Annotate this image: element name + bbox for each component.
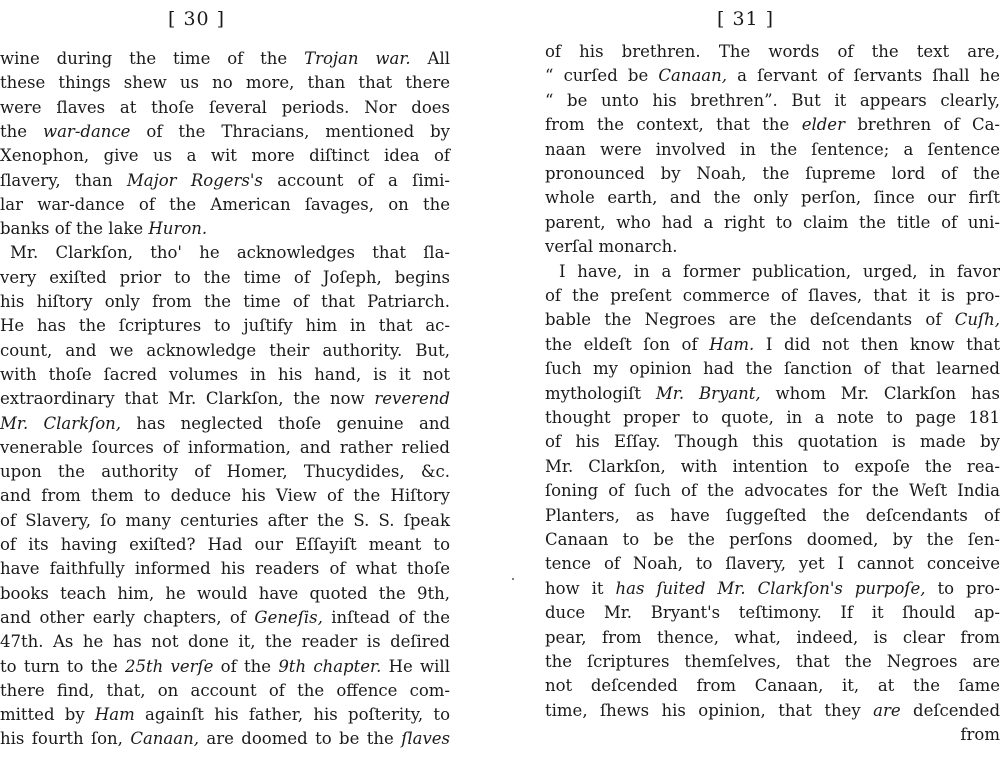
text-line: [545, 140, 1000, 162]
text-line: [0, 414, 450, 436]
italic-run: Ham.: [709, 334, 755, 354]
text-run: account of a ſimi-: [262, 170, 450, 190]
text-line: [0, 438, 450, 460]
text-run: time, ſhews his opinion, that they: [545, 700, 874, 720]
text-line: [545, 554, 1000, 576]
text-run: duce Mr. Bryant's teſtimony. If it ſhould ap-: [545, 603, 1000, 623]
text-line: [0, 268, 450, 290]
text-line: [0, 608, 450, 630]
text-run: these things shew us no more, than that there: [0, 73, 450, 93]
text-line: [0, 511, 450, 533]
text-run: from: [960, 725, 1000, 745]
italic-run: reverend: [374, 389, 450, 409]
italic-run: Mr. Clarkſon,: [0, 413, 122, 433]
text-line: [0, 657, 450, 679]
text-line: [0, 341, 450, 363]
text-line: [545, 359, 1000, 381]
text-run: mitted by: [0, 705, 95, 725]
text-line: [545, 335, 1000, 357]
text-run: books teach him, he would have quoted the 9th,: [0, 583, 450, 603]
text-run: have faithfully informed his readers of what thoſe: [0, 559, 450, 579]
italic-run: Major Rogers's: [126, 170, 263, 190]
text-run: Canaan to be the perſons doomed, by the ſen-: [545, 530, 1000, 549]
italic-run: Geneſis,: [254, 607, 323, 627]
text-line: [0, 316, 450, 338]
text-run: were ſlaves at thoſe ſeveral periods. Nor does: [0, 97, 450, 117]
italic-run: Ham: [94, 705, 135, 725]
text-run: count, and we acknowledge their authority. But,: [0, 340, 450, 360]
text-line: [0, 171, 450, 193]
text-run: ſuch my opinion had the ſanction of that learned: [545, 359, 1000, 379]
text-run: with thoſe ſacred volumes in his hand, is it not: [0, 364, 450, 384]
text-line: [545, 530, 1000, 552]
text-run: Xenophon, give us a wit more diſtinct idea of: [0, 146, 450, 166]
text-run: Planters, as have ſuggeſted the deſcendants of: [545, 505, 1000, 525]
text-line: [545, 676, 1000, 698]
text-line: [545, 628, 1000, 650]
text-line: [0, 584, 450, 606]
text-line: [0, 486, 450, 508]
italic-run: Mr. Bryant,: [655, 383, 761, 403]
text-run: Mr. Clarkſon, with intention to expoſe the rea-: [545, 456, 1000, 476]
text-run: whole earth, and the only perſon, ſince our firſt: [545, 188, 1000, 208]
italic-run: war-dance: [42, 121, 131, 141]
text-run: whom Mr. Clarkſon has: [760, 383, 1000, 403]
text-run: “ curſed be: [545, 66, 659, 86]
text-run: from the context, that the: [545, 115, 802, 135]
italic-run: elder: [801, 115, 845, 135]
italic-run: are: [873, 700, 901, 720]
text-run: the ſcriptures themſelves, that the Negroes are: [545, 652, 1000, 671]
text-run: naan were involved in the ſentence; a ſentence: [545, 139, 1000, 159]
text-line: [545, 66, 1000, 88]
text-line: [545, 164, 1000, 186]
italic-run: has ſuited Mr. Clarkſon's purpoſe,: [615, 578, 926, 598]
text-run: the eldeſt ſon of: [545, 334, 710, 354]
text-line: [545, 286, 1000, 308]
italic-run: Trojan war.: [304, 49, 411, 68]
text-line: [0, 462, 450, 484]
italic-run: Canaan,: [130, 729, 199, 749]
text-run: inſtead of the: [322, 607, 450, 627]
text-run: the: [0, 121, 43, 141]
text-line: [0, 292, 450, 314]
text-run: againſt his father, his poſterity, to: [134, 705, 450, 725]
text-run: deſcended: [900, 700, 1000, 720]
text-run: All: [410, 49, 450, 68]
page-number: [ 30 ]: [168, 8, 226, 30]
text-run: Mr. Clarkſon, tho' he acknowledges that ſla-: [10, 243, 450, 263]
text-run: bable the Negroes are the deſcendants of: [545, 310, 955, 330]
text-line: [545, 91, 1000, 113]
text-line: [545, 384, 1000, 406]
text-line: [545, 310, 1000, 332]
text-line: [545, 42, 1000, 64]
text-run: “ be unto his brethren”. But it appears clearly,: [545, 90, 1000, 110]
text-run: 47th. As he has not done it, the reader is deſired: [0, 632, 450, 652]
text-line: [545, 481, 1000, 503]
text-line: [0, 195, 450, 217]
text-run: banks of the lake: [0, 219, 149, 239]
text-line: [0, 705, 450, 727]
text-line: [545, 652, 1000, 674]
italic-run: Canaan,: [658, 66, 727, 86]
text-line: [0, 122, 450, 144]
text-line: [0, 632, 450, 654]
text-run: wine during the time of the: [0, 49, 305, 68]
text-run: his fourth ſon,: [0, 729, 131, 749]
text-line: [559, 262, 1000, 284]
italic-run: Cuſh,: [954, 310, 1000, 330]
text-run: extraordinary that Mr. Clarkſon, the now: [0, 389, 375, 409]
text-line: [0, 389, 450, 411]
text-run: are doomed to be the: [198, 729, 402, 749]
text-run: to turn to the: [0, 656, 126, 676]
text-line: [0, 729, 450, 751]
text-run: ſoning of ſuch of the advocates for the Weſt India: [545, 481, 1000, 501]
text-line: [545, 115, 1000, 137]
text-run: tence of Noah, to ſlavery, yet I cannot conceive: [545, 554, 1000, 574]
text-line: [0, 559, 450, 581]
text-run: a ſervant of ſervants ſhall he: [727, 66, 1000, 86]
text-line: [0, 73, 450, 95]
text-run: brethren of Ca-: [844, 115, 1000, 135]
italic-run: 9th chapter.: [278, 656, 382, 676]
text-run: of his brethren. The words of the text are,: [545, 42, 1000, 61]
text-line: [545, 457, 1000, 479]
text-run: upon the authority of Homer, Thucydides, &c.: [0, 462, 450, 482]
text-run: of its having exiſted? Had our Eſſayiſt meant to: [0, 535, 450, 554]
text-run: and other early chapters, of: [0, 607, 255, 627]
paper-speck: [512, 578, 514, 580]
text-run: to pro-: [925, 578, 1000, 598]
text-run: lar war-dance of the American ſavages, on the: [0, 194, 450, 214]
text-run: mythologiſt: [545, 383, 656, 403]
text-line: [545, 701, 1000, 723]
text-run: how it: [545, 578, 616, 598]
text-line: [545, 188, 1000, 210]
italic-run: 25th verſe: [125, 656, 214, 676]
text-line: [545, 725, 1000, 747]
text-run: verſal monarch.: [545, 237, 678, 257]
text-run: I have, in a former publication, urged, in favor: [559, 261, 1000, 281]
text-run: of the: [213, 656, 279, 676]
text-line: [0, 98, 450, 120]
text-line: [545, 603, 1000, 625]
text-run: He has the ſcriptures to juſtify him in that ac-: [0, 316, 450, 336]
text-run: of his Eſſay. Though this quotation is made by: [545, 432, 1000, 452]
text-line: [0, 535, 450, 557]
text-line: [545, 213, 1000, 235]
text-run: pronounced by Noah, the ſupreme lord of the: [545, 164, 1000, 183]
text-run: of Slavery, ſo many centuries after the S. S. ſpeak: [0, 510, 450, 530]
text-line: [545, 579, 1000, 601]
text-run: his hiſtory only from the time of that Patriarch.: [0, 292, 450, 311]
text-line: [545, 432, 1000, 454]
text-run: pear, from thence, what, indeed, is clear from: [545, 627, 1000, 647]
text-line: [545, 408, 1000, 430]
text-run: I did not then know that: [754, 334, 1000, 354]
text-line: [0, 681, 450, 703]
text-line: [0, 146, 450, 168]
text-run: and from them to deduce his View of the Hiſtory: [0, 486, 450, 506]
text-run: parent, who had a right to claim the title of uni-: [545, 212, 1000, 232]
text-line: [0, 219, 450, 241]
text-line: [0, 365, 450, 387]
text-line: [10, 243, 450, 265]
italic-run: ſlaves: [401, 729, 450, 749]
text-run: He will: [381, 656, 450, 676]
text-line: [545, 237, 1000, 259]
text-run: there find, that, on account of the offence com-: [0, 680, 450, 700]
text-run: very exiſted prior to the time of Joſeph, begins: [0, 267, 450, 287]
page-number: [ 31 ]: [717, 8, 775, 30]
text-run: of the Thracians, mentioned by: [130, 121, 450, 141]
text-run: venerable ſources of information, and rather relied: [0, 437, 450, 457]
text-run: of the preſent commerce of ſlaves, that it is pro-: [545, 286, 1000, 305]
text-run: ſlavery, than: [0, 170, 127, 190]
text-run: thought proper to quote, in a note to page 181: [545, 408, 1000, 427]
italic-run: Huron.: [148, 219, 208, 239]
text-line: [0, 49, 450, 71]
text-line: [545, 506, 1000, 528]
text-run: not deſcended from Canaan, it, at the ſame: [545, 676, 1000, 696]
text-run: has neglected thoſe genuine and: [121, 413, 451, 433]
